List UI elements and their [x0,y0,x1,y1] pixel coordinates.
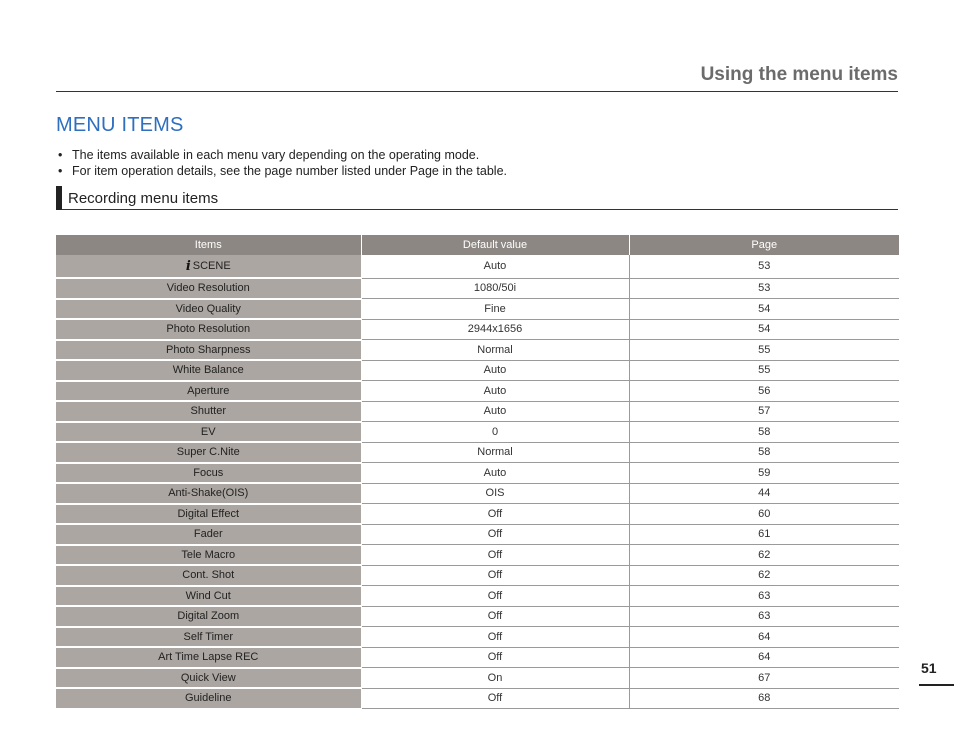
item-label: Tele Macro [181,548,236,561]
table-row [56,278,899,299]
page-cell: 53 [629,255,899,278]
page-cell: 44 [629,483,899,504]
item-cell [56,524,361,545]
table-row [56,299,899,320]
item-cell [56,483,361,504]
item-label: Super C.Nite [176,446,240,459]
page-cell: 53 [629,278,899,299]
table-row [56,401,899,422]
table-row [56,340,899,361]
item-label: Video Quality [175,302,241,315]
item-label: Photo Resolution [166,323,251,336]
item-cell [56,647,361,668]
default-value-cell: Off [361,688,629,709]
item-cell [56,565,361,586]
table-row [56,627,899,648]
page-cell: 63 [629,586,899,607]
default-value-cell: Fine [361,299,629,320]
default-value-cell: Off [361,647,629,668]
item-cell [56,340,361,361]
bullet-dot-icon: • [58,148,63,162]
item-label: Aperture [187,384,230,397]
bullet-item: • For item operation details, see the page number listed under Page in the table. [58,164,507,178]
item-label: Anti-Shake(OIS) [168,487,249,500]
column-header-default-value: Default value [361,235,629,255]
recording-menu-table [56,235,899,710]
item-cell [56,627,361,648]
default-value-cell: Off [361,565,629,586]
item-label: Digital Effect [177,507,240,520]
page-cell: 64 [629,627,899,648]
item-cell [56,278,361,299]
default-value-cell: 1080/50i [361,278,629,299]
header-divider [56,91,898,92]
page-cell: 54 [629,299,899,320]
table-row [56,606,899,627]
table-row [56,319,899,340]
item-cell [56,606,361,627]
item-label: White Balance [172,364,244,377]
table-body [56,255,899,709]
item-label: Focus [193,466,224,479]
page-header-title: Using the menu items [700,64,898,85]
section-title: MENU ITEMS [56,114,184,136]
table-row [56,442,899,463]
item-cell [56,299,361,320]
item-cell [56,504,361,525]
item-label: Quick View [180,671,236,684]
default-value-cell: 0 [361,422,629,443]
default-value-cell: Auto [361,255,629,278]
item-label: Cont. Shot [182,569,235,582]
page-cell: 67 [629,668,899,689]
subheading-text: Recording menu items [68,190,219,207]
item-label: Digital Zoom [177,610,240,623]
column-header-page: Page [629,235,899,255]
table-row [56,565,899,586]
i-scene-icon: i [185,258,191,274]
default-value-cell: Auto [361,381,629,402]
item-label: SCENE [192,259,231,272]
default-value-cell: OIS [361,483,629,504]
default-value-cell: Auto [361,401,629,422]
table-row [56,463,899,484]
page-number-rule [919,684,954,686]
page-cell: 57 [629,401,899,422]
item-cell [56,360,361,381]
table-row [56,586,899,607]
item-cell [56,586,361,607]
bullet-list [56,147,898,179]
table-row [56,688,899,709]
bullet-item: • The items available in each menu vary depending on the operating mode. [58,148,480,162]
subheading [56,186,898,210]
default-value-cell: Normal [361,340,629,361]
table-row [56,381,899,402]
item-cell [56,442,361,463]
page-cell: 64 [629,647,899,668]
item-label: Photo Sharpness [166,343,251,356]
subheading-bar [56,186,62,210]
item-cell [56,688,361,709]
page-cell: 59 [629,463,899,484]
item-label: Wind Cut [185,589,231,602]
item-cell [56,401,361,422]
default-value-cell: Auto [361,360,629,381]
item-label: Fader [193,528,223,541]
table-row [56,360,899,381]
page-cell: 55 [629,340,899,361]
table-row [56,524,899,545]
bullet-dot-icon: • [58,164,63,178]
item-cell [56,381,361,402]
table-row [56,422,899,443]
page-cell: 63 [629,606,899,627]
item-label: Guideline [185,692,232,705]
column-header-items: Items [56,235,361,255]
page-cell: 62 [629,545,899,566]
page-cell: 54 [629,319,899,340]
page-cell: 68 [629,688,899,709]
default-value-cell: 2944x1656 [361,319,629,340]
item-cell [56,668,361,689]
default-value-cell: Off [361,606,629,627]
page-cell: 62 [629,565,899,586]
item-label: Shutter [190,405,226,418]
default-value-cell: On [361,668,629,689]
page-cell: 60 [629,504,899,525]
default-value-cell: Normal [361,442,629,463]
table-row [56,647,899,668]
table-header-row [56,235,899,255]
item-cell [56,463,361,484]
item-cell [56,545,361,566]
item-label: Art Time Lapse REC [158,651,259,664]
page-number: 51 [921,660,937,676]
item-label: Self Timer [183,630,233,643]
page-cell: 58 [629,422,899,443]
item-label: Video Resolution [166,282,250,295]
table-row [56,504,899,525]
table-row [56,255,899,278]
item-cell [56,319,361,340]
default-value-cell: Off [361,545,629,566]
default-value-cell: Off [361,504,629,525]
item-cell [56,422,361,443]
page-cell: 58 [629,442,899,463]
page-cell: 56 [629,381,899,402]
default-value-cell: Auto [361,463,629,484]
table-row [56,483,899,504]
page-cell: 61 [629,524,899,545]
item-cell [56,255,361,278]
table-row [56,668,899,689]
item-label: EV [200,425,216,438]
default-value-cell: Off [361,524,629,545]
page-cell: 55 [629,360,899,381]
default-value-cell: Off [361,586,629,607]
default-value-cell: Off [361,627,629,648]
table-row [56,545,899,566]
